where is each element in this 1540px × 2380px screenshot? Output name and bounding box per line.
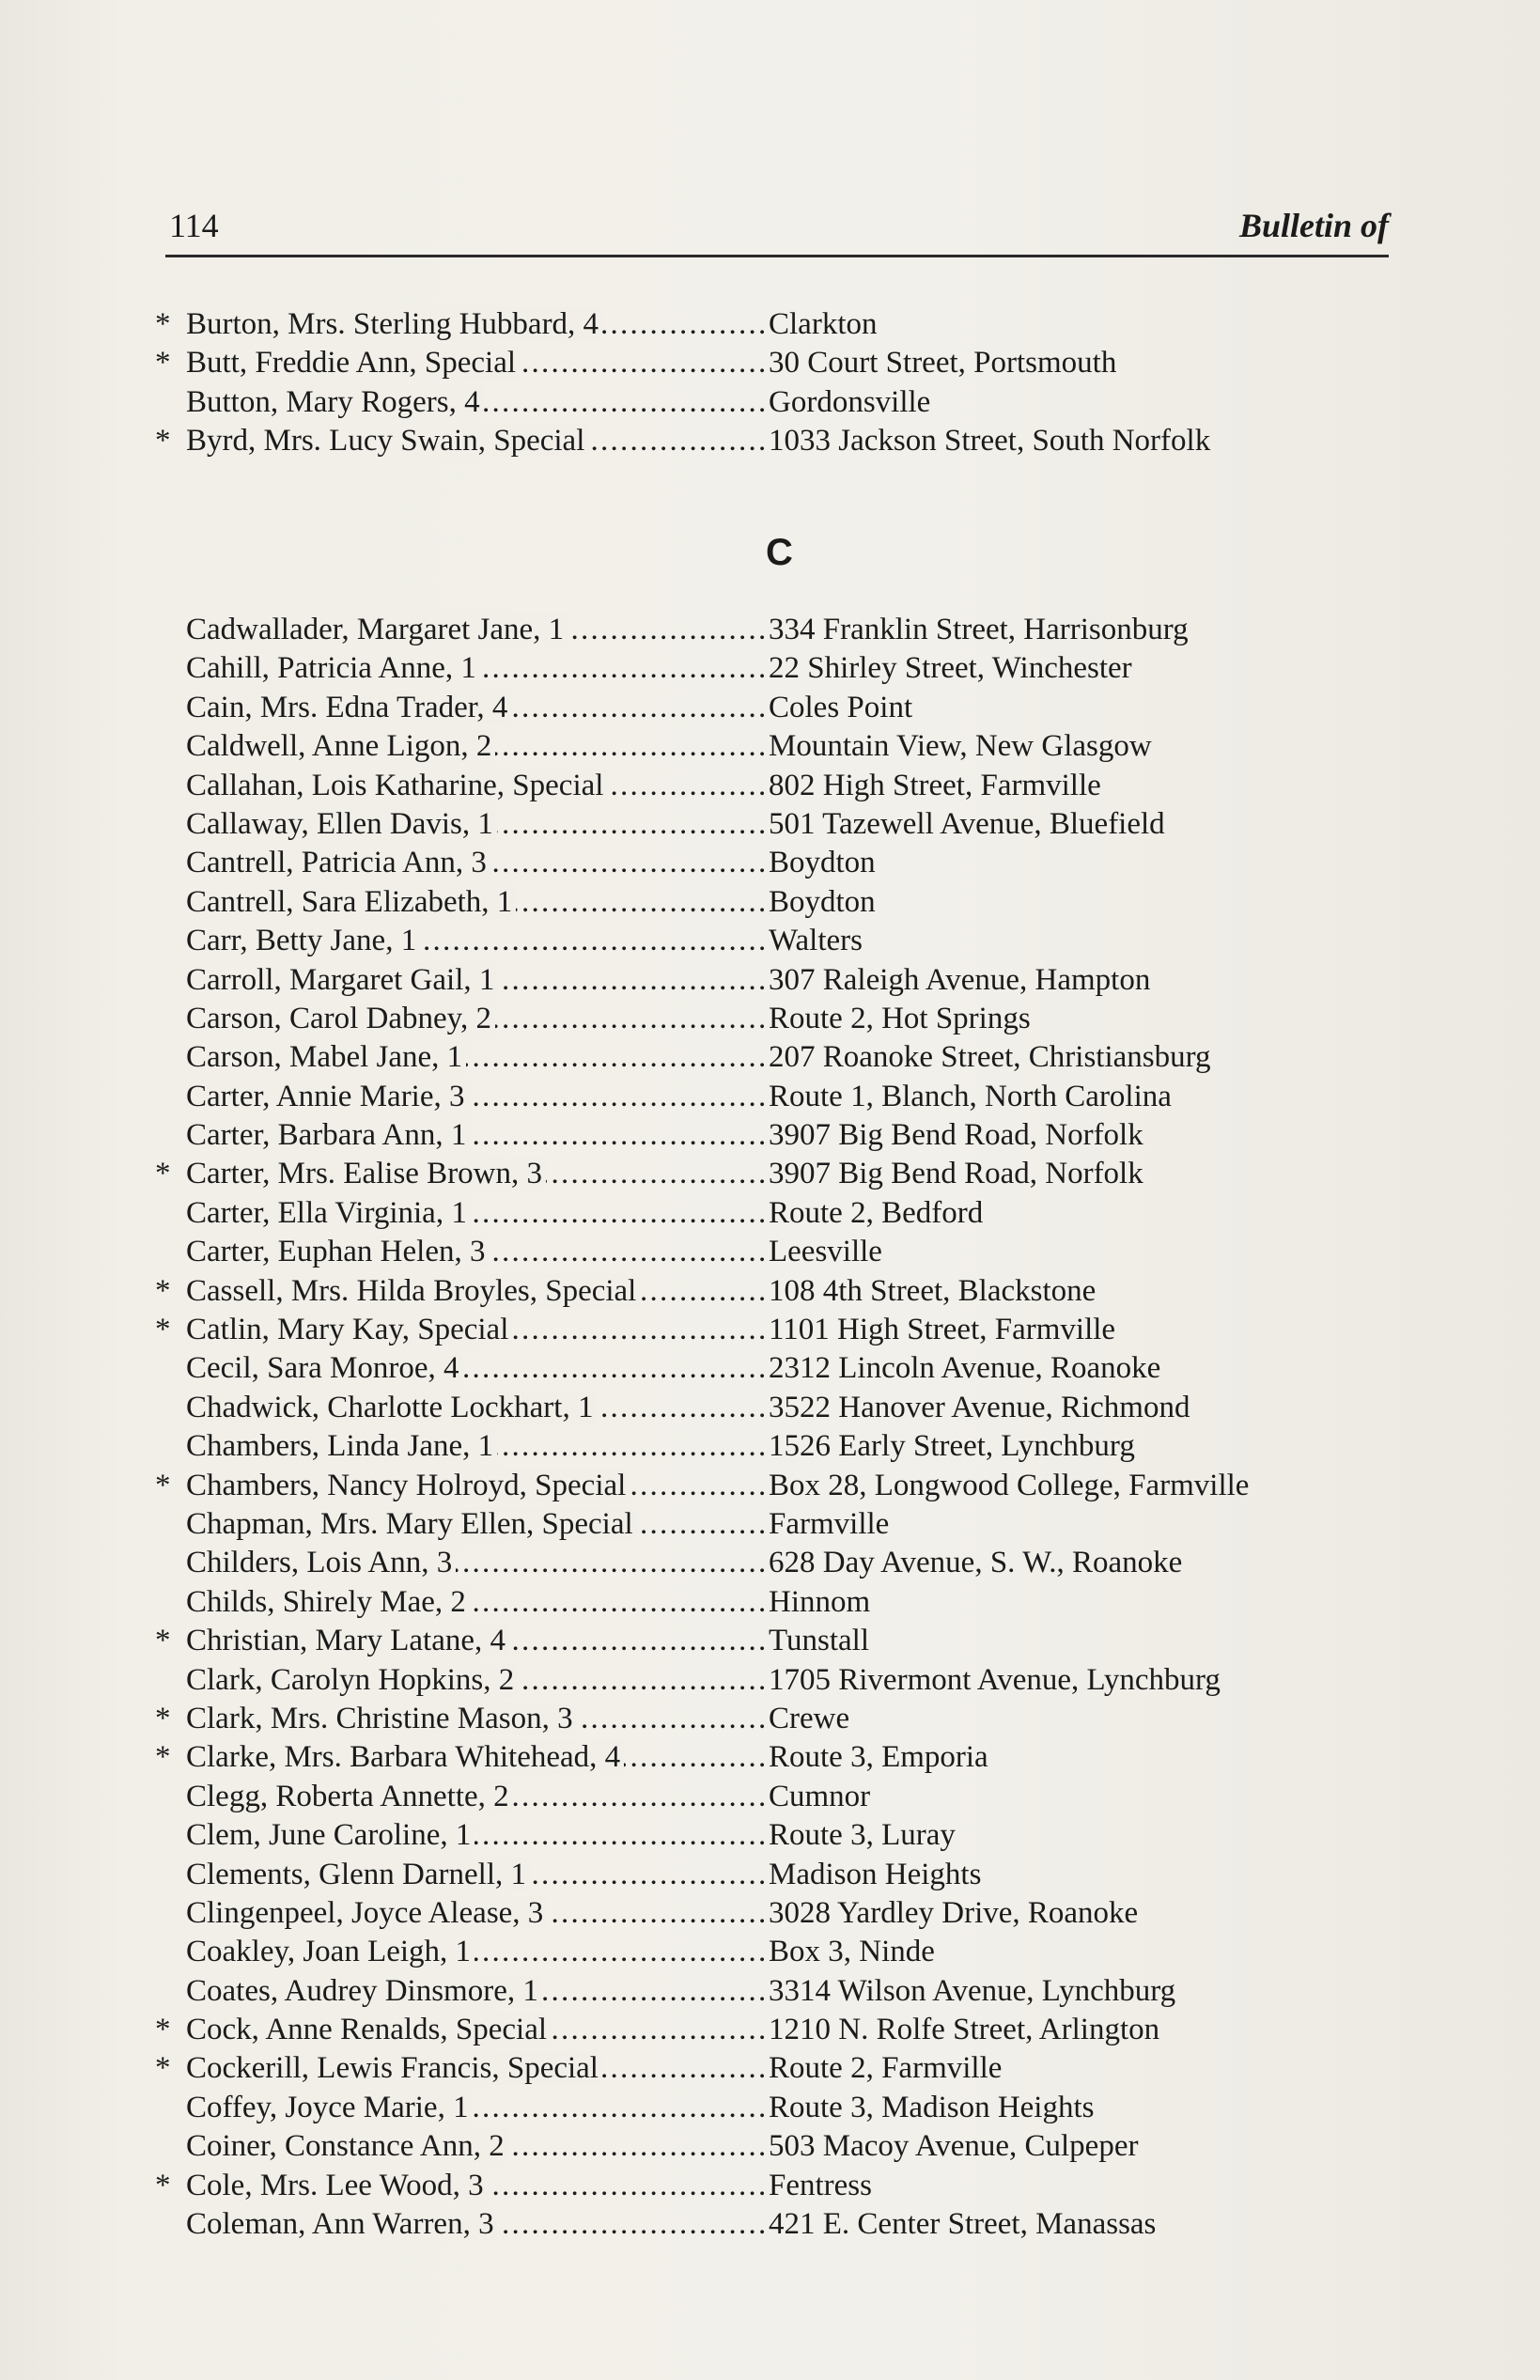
entry-name: Carter, Euphan Helen, 3 [186, 1235, 489, 1268]
directory-entry [155, 844, 1377, 882]
entry-address: Coles Point [769, 690, 913, 724]
entry-name: Cain, Mrs. Edna Trader, 4 [186, 691, 511, 724]
entry-name: Cassell, Mrs. Hilda Broyles, Special [186, 1274, 640, 1308]
entry-address: Boydton [769, 846, 876, 880]
entry-name-leader [186, 689, 766, 727]
directory-entry [155, 1738, 1377, 1777]
entry-name-leader [186, 1000, 766, 1038]
directory-entry [155, 1816, 1377, 1855]
entry-name-leader [186, 2127, 766, 2166]
entry-name-leader [186, 2011, 766, 2049]
entry-address: Tunstall [769, 1624, 869, 1658]
directory-entry [155, 1116, 1377, 1155]
directory-entry [155, 727, 1377, 766]
entry-address: 307 Raleigh Avenue, Hampton [769, 962, 1151, 997]
entry-name: Chapman, Mrs. Mary Ellen, Special [186, 1507, 637, 1541]
entry-name: Cantrell, Patricia Ann, 3 [186, 846, 490, 879]
directory-entry [155, 689, 1377, 727]
entry-name-leader [186, 1816, 766, 1855]
directory-entry [155, 1933, 1377, 1971]
directory-entry [155, 649, 1377, 688]
entry-name: Cockerill, Lewis Francis, Special [186, 2051, 602, 2085]
entry-address: Hinnom [769, 1584, 871, 1619]
entry-address: Route 1, Blanch, North Carolina [769, 1079, 1172, 1113]
entry-address: Madison Heights [769, 1857, 982, 1891]
entry-address: 1033 Jackson Street, South Norfolk [769, 424, 1211, 459]
entry-name-leader [186, 2167, 766, 2205]
entry-address: 503 Macoy Avenue, Culpeper [769, 2129, 1139, 2164]
entry-name-leader [186, 2089, 766, 2127]
entry-name-leader [186, 767, 766, 805]
entry-name-leader [186, 1661, 766, 1700]
entry-address: 421 E. Center Street, Manassas [769, 2207, 1157, 2242]
entry-address: 3522 Hanover Avenue, Richmond [769, 1390, 1190, 1424]
directory-entry [155, 1233, 1377, 1271]
entry-name: Carr, Betty Jane, 1 [186, 924, 420, 957]
directory-entry [155, 1272, 1377, 1311]
directory-entry [155, 2011, 1377, 2049]
entry-address: 1101 High Street, Farmville [769, 1313, 1116, 1347]
entry-name-leader [186, 1194, 766, 1233]
entry-name: Carter, Ella Virginia, 1 [186, 1196, 471, 1230]
entry-address: Route 2, Bedford [769, 1195, 984, 1230]
entry-name: Clements, Glenn Darnell, 1 [186, 1858, 530, 1891]
entry-address: 2312 Lincoln Avenue, Roanoke [769, 1351, 1161, 1386]
entry-address: Gordonsville [769, 384, 931, 419]
entry-name-leader [186, 1078, 766, 1116]
entry-name: Coffey, Joyce Marie, 1 [186, 2091, 473, 2124]
entry-name: Carter, Barbara Ann, 1 [186, 1118, 470, 1152]
entry-name-leader [186, 1700, 766, 1738]
entry-name-leader [186, 922, 766, 960]
entry-address: Mountain View, New Glasgow [769, 729, 1152, 764]
entry-address: Route 3, Luray [769, 1818, 956, 1853]
entry-name: Cole, Mrs. Lee Wood, 3 [186, 2169, 488, 2202]
entry-name-leader [186, 422, 766, 460]
entry-address: 1705 Rivermont Avenue, Lynchburg [769, 1662, 1221, 1697]
entry-name-leader [186, 383, 766, 422]
entry-address: 628 Day Avenue, S. W., Roanoke [769, 1546, 1183, 1580]
directory-entry [155, 2089, 1377, 2127]
entry-name-leader [186, 1467, 766, 1505]
entry-name: Coakley, Joan Leigh, 1 [186, 1935, 474, 1968]
entry-name-leader [186, 805, 766, 844]
entry-address: 108 4th Street, Blackstone [769, 1273, 1097, 1308]
entry-name-leader [186, 1116, 766, 1155]
directory-entry [155, 767, 1377, 805]
entry-name-leader [186, 1856, 766, 1894]
entry-address: 30 Court Street, Portsmouth [769, 346, 1117, 381]
entry-address: 22 Shirley Street, Winchester [769, 651, 1132, 686]
entry-name-leader [186, 611, 766, 649]
directory-entry [155, 2127, 1377, 2166]
entry-name-leader [186, 1389, 766, 1427]
entry-name: Clark, Carolyn Hopkins, 2 [186, 1663, 518, 1697]
entry-address: Route 2, Farmville [769, 2051, 1003, 2086]
entry-name-leader [186, 1272, 766, 1311]
entry-name: Burton, Mrs. Sterling Hubbard, 4 [186, 307, 602, 341]
entry-address: Crewe [769, 1701, 850, 1735]
entry-address: 3907 Big Bend Road, Norfolk [769, 1118, 1143, 1153]
entry-address: 802 High Street, Farmville [769, 768, 1101, 802]
entry-name: Carson, Mabel Jane, 1 [186, 1040, 466, 1074]
entry-name: Callahan, Lois Katharine, Special [186, 769, 607, 802]
entry-marker: * [155, 1273, 171, 1308]
entry-address: 1210 N. Rolfe Street, Arlington [769, 2013, 1160, 2047]
directory-entry [155, 1622, 1377, 1660]
entry-name-leader [186, 1544, 766, 1582]
entry-address: 3028 Yardley Drive, Roanoke [769, 1895, 1139, 1930]
entry-name-leader [186, 1778, 766, 1816]
directory-entry [155, 961, 1377, 1000]
directory-entry [155, 1856, 1377, 1894]
entry-marker: * [155, 307, 171, 341]
directory-entry [155, 1583, 1377, 1622]
entry-name: Carson, Carol Dabney, 2 [186, 1002, 495, 1035]
entry-marker: * [155, 2051, 171, 2086]
entry-marker: * [155, 1624, 171, 1658]
directory-entry [155, 1038, 1377, 1077]
entry-name-leader [186, 2049, 766, 2088]
directory-entry [155, 611, 1377, 649]
directory-entry [155, 2167, 1377, 2205]
entry-marker: * [155, 424, 171, 459]
entry-name-leader [186, 1894, 766, 1933]
entry-name-leader [186, 1311, 766, 1349]
entry-name: Coiner, Constance Ann, 2 [186, 2129, 508, 2163]
entry-marker: * [155, 1468, 171, 1502]
entry-address: Box 28, Longwood College, Farmville [769, 1468, 1250, 1502]
entry-name: Chadwick, Charlotte Lockhart, 1 [186, 1391, 597, 1424]
directory-entry [155, 1311, 1377, 1349]
entry-address: Walters [769, 924, 863, 958]
section-letter: C [766, 532, 793, 573]
entry-name-leader [186, 883, 766, 922]
entry-name-leader [186, 1738, 766, 1777]
directory-entry [155, 2049, 1377, 2088]
entry-name-leader [186, 727, 766, 766]
entry-name-leader [186, 1038, 766, 1077]
directory-entry [155, 1427, 1377, 1466]
entry-marker: * [155, 2168, 171, 2202]
entry-name: Byrd, Mrs. Lucy Swain, Special [186, 424, 588, 458]
entry-marker: * [155, 1701, 171, 1735]
directory-entry [155, 1194, 1377, 1233]
entry-name: Christian, Mary Latane, 4 [186, 1624, 509, 1657]
entry-name: Clarke, Mrs. Barbara Whitehead, 4 [186, 1740, 624, 1774]
entry-name-leader [186, 2205, 766, 2244]
directory-entry [155, 883, 1377, 922]
directory-entry [155, 1505, 1377, 1544]
page-header [165, 202, 1389, 257]
entry-name-leader [186, 1349, 766, 1388]
page-number: 114 [169, 207, 219, 244]
entry-name: Coleman, Ann Warren, 3 [186, 2207, 498, 2241]
entry-address: Leesville [769, 1235, 882, 1269]
entry-name-leader [186, 961, 766, 1000]
entry-name-leader [186, 1233, 766, 1271]
directory-list-b [155, 305, 1377, 461]
entry-name: Cecil, Sara Monroe, 4 [186, 1351, 463, 1385]
entry-name-leader [186, 844, 766, 882]
entry-name-leader [186, 1972, 766, 2011]
entry-name: Childs, Shirely Mae, 2 [186, 1585, 470, 1619]
directory-entry [155, 1544, 1377, 1582]
directory-entry [155, 1078, 1377, 1116]
entry-name-leader [186, 1622, 766, 1660]
directory-entry [155, 1389, 1377, 1427]
entry-name: Clark, Mrs. Christine Mason, 3 [186, 1702, 577, 1735]
directory-entry [155, 1467, 1377, 1505]
entry-address: Route 2, Hot Springs [769, 1001, 1031, 1035]
entry-name: Coates, Audrey Dinsmore, 1 [186, 1974, 542, 2008]
entry-name: Clingenpeel, Joyce Alease, 3 [186, 1896, 547, 1930]
entry-name: Button, Mary Rogers, 4 [186, 385, 484, 419]
entry-address: 501 Tazewell Avenue, Bluefield [769, 806, 1165, 841]
entry-marker: * [155, 1313, 171, 1347]
entry-name: Butt, Freddie Ann, Special [186, 346, 520, 380]
entry-name-leader [186, 1427, 766, 1466]
entry-address: Boydton [769, 884, 876, 919]
entry-name: Chambers, Nancy Holroyd, Special [186, 1469, 630, 1502]
directory-list-c [155, 611, 1377, 2244]
entry-name: Callaway, Ellen Davis, 1 [186, 807, 497, 841]
directory-entry [155, 422, 1377, 460]
entry-address: Cumnor [769, 1779, 871, 1813]
entry-marker: * [155, 1740, 171, 1775]
entry-name-leader [186, 1155, 766, 1193]
directory-entry [155, 2205, 1377, 2244]
entry-address: 334 Franklin Street, Harrisonburg [769, 613, 1189, 646]
entry-address: Clarkton [769, 307, 878, 341]
running-head: Bulletin of [1238, 207, 1389, 244]
entry-address: Fentress [769, 2168, 872, 2202]
entry-name: Childers, Lois Ann, 3 [186, 1546, 456, 1579]
entry-name: Carter, Mrs. Ealise Brown, 3 [186, 1157, 546, 1190]
entry-name-leader [186, 649, 766, 688]
directory-entry [155, 805, 1377, 844]
entry-name-leader [186, 1583, 766, 1622]
entry-name: Clegg, Roberta Annette, 2 [186, 1780, 513, 1813]
directory-entry [155, 1155, 1377, 1193]
entry-address: 3314 Wilson Avenue, Lynchburg [769, 1973, 1176, 2008]
directory-entry [155, 922, 1377, 960]
directory-entry [155, 1000, 1377, 1038]
entry-name: Catlin, Mary Kay, Special [186, 1313, 512, 1346]
entry-address: 207 Roanoke Street, Christiansburg [769, 1040, 1211, 1075]
entry-name-leader [186, 305, 766, 344]
entry-address: Box 3, Ninde [769, 1935, 935, 1969]
entry-address: Farmville [769, 1506, 890, 1541]
directory-entry [155, 344, 1377, 382]
entry-address: 3907 Big Bend Road, Norfolk [769, 1157, 1143, 1191]
directory-entry [155, 383, 1377, 422]
entry-address: Route 3, Emporia [769, 1740, 988, 1775]
entry-name: Caldwell, Anne Ligon, 2 [186, 729, 495, 763]
entry-marker: * [155, 2013, 171, 2047]
entry-marker: * [155, 1157, 171, 1191]
entry-address: Route 3, Madison Heights [769, 2090, 1095, 2124]
directory-entry [155, 1349, 1377, 1388]
directory-entry [155, 1778, 1377, 1816]
entry-name: Cantrell, Sara Elizabeth, 1 [186, 885, 516, 919]
entry-name: Chambers, Linda Jane, 1 [186, 1429, 497, 1463]
entry-name: Cadwallader, Margaret Jane, 1 [186, 613, 568, 646]
entry-name: Carter, Annie Marie, 3 [186, 1080, 469, 1113]
directory-entry [155, 1661, 1377, 1700]
directory-entry [155, 1894, 1377, 1933]
entry-name: Cahill, Patricia Anne, 1 [186, 651, 480, 685]
entry-name: Cock, Anne Renalds, Special [186, 2013, 551, 2046]
entry-name-leader [186, 1505, 766, 1544]
entry-address: 1526 Early Street, Lynchburg [769, 1429, 1135, 1464]
directory-entry [155, 1700, 1377, 1738]
entry-name-leader [186, 344, 766, 382]
entry-name: Carroll, Margaret Gail, 1 [186, 963, 498, 997]
entry-name-leader [186, 1933, 766, 1971]
entry-name: Clem, June Caroline, 1 [186, 1818, 474, 1852]
directory-entry [155, 305, 1377, 344]
directory-entry [155, 1972, 1377, 2011]
entry-marker: * [155, 346, 171, 381]
